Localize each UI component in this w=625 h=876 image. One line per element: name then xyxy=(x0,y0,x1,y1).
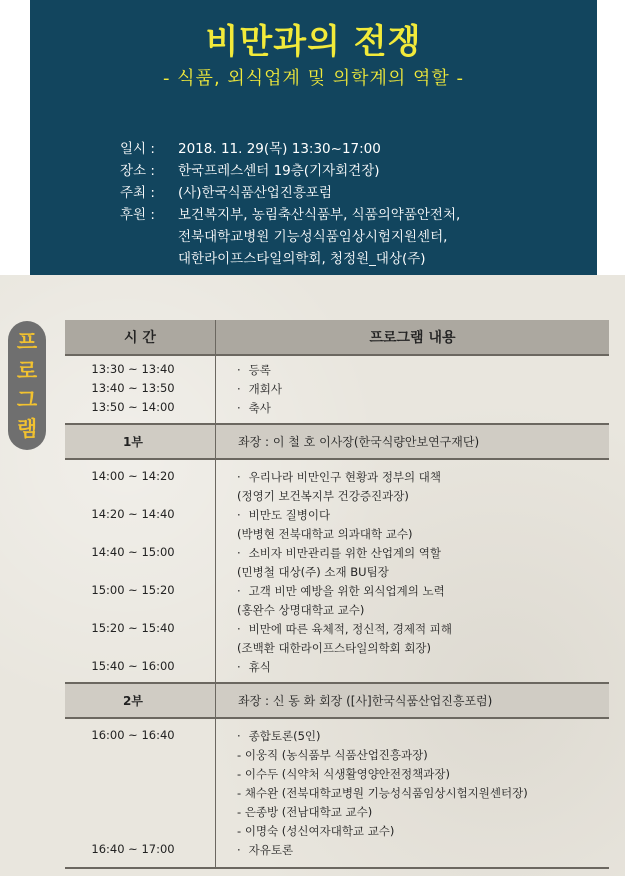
row-time: 16:00 ~ 16:40 xyxy=(91,728,175,742)
table-row xyxy=(65,621,609,640)
side-char: 로 xyxy=(16,358,38,383)
table-row xyxy=(65,659,609,678)
host-label: 주최 : xyxy=(120,185,155,201)
row-time-empty xyxy=(65,640,215,659)
venue-label: 장소 : xyxy=(120,163,155,179)
header-time: 시 간 xyxy=(65,320,216,354)
panelist: - 이명숙 (성신여자대학교 교수) xyxy=(215,823,609,842)
row-time: 14:00 ~ 14:20 xyxy=(91,469,175,483)
table-row xyxy=(65,362,609,381)
header-program: 프로그램 내용 xyxy=(369,330,456,346)
row-item: · 자유토론 xyxy=(215,842,609,861)
row-time: 13:30 ~ 13:40 xyxy=(91,362,175,376)
panelist: - 이웅직 (농식품부 식품산업진흥과장) xyxy=(215,747,609,766)
panel-row xyxy=(65,747,609,766)
event-subtitle: - 식품, 외식업계 및 의학계의 역할 - xyxy=(162,68,465,89)
row-time: 15:00 ~ 15:20 xyxy=(91,583,175,597)
program-table xyxy=(65,320,609,869)
host-row xyxy=(120,182,460,204)
row-time: 15:20 ~ 15:40 xyxy=(91,621,175,635)
sponsor-label: 후원 : xyxy=(120,207,155,223)
column-divider xyxy=(215,460,216,682)
column-divider xyxy=(215,719,216,867)
panel-row xyxy=(65,785,609,804)
row-time-empty xyxy=(65,602,215,621)
table-row xyxy=(65,526,609,545)
row-speaker: (홍완수 상명대학교 교수) xyxy=(237,603,365,617)
row-time: 14:40 ~ 15:00 xyxy=(91,545,175,559)
row-time-empty xyxy=(65,804,215,823)
panelist: - 은종방 (전남대학교 교수) xyxy=(215,804,609,823)
row-time: 13:50 ~ 14:00 xyxy=(91,400,175,414)
table-row xyxy=(65,583,609,602)
date-value: 2018. 11. 29(목) 13:30~17:00 xyxy=(178,141,381,157)
row-speaker: (정영기 보건복지부 건강증진과장) xyxy=(237,489,409,503)
table-row xyxy=(65,507,609,526)
program-side-label xyxy=(8,321,46,450)
event-title: 비만과의 전쟁 xyxy=(205,22,422,62)
row-item: · 개회사 xyxy=(215,381,609,400)
side-char: 그 xyxy=(16,387,38,412)
panelist: - 이수두 (식약처 식생활영양안전정책과장) xyxy=(215,766,609,785)
row-time-empty xyxy=(65,766,215,785)
part1-label: 1부 xyxy=(123,435,143,449)
row-item: · 비만에 따른 육체적, 정신적, 경제적 피해 xyxy=(215,621,609,640)
table-row xyxy=(65,488,609,507)
host-value: (사)한국식품산업진흥포럼 xyxy=(178,185,332,201)
row-item: · 우리나라 비만인구 현황과 정부의 대책 xyxy=(215,469,609,488)
row-item: · 휴식 xyxy=(215,659,609,678)
table-row xyxy=(65,640,609,659)
table-row xyxy=(65,564,609,583)
row-time-empty xyxy=(65,488,215,507)
row-time-empty xyxy=(65,526,215,545)
side-char: 램 xyxy=(16,416,38,441)
row-time-empty xyxy=(65,747,215,766)
sponsor-row xyxy=(120,204,460,226)
table-row xyxy=(65,400,609,419)
sponsor-value-1: 보건복지부, 농림축산식품부, 식품의약품안전처, xyxy=(178,207,461,223)
side-char: 프 xyxy=(16,329,38,354)
row-time: 15:40 ~ 16:00 xyxy=(91,659,175,673)
part2-bar xyxy=(65,682,609,719)
date-row xyxy=(120,138,460,160)
sponsor-value-2: 전북대학교병원 기능성식품임상시험지원센터, xyxy=(178,229,448,245)
sponsor-value-3: 대한라이프스타일의학회, 청정원_대상(주) xyxy=(178,251,426,267)
part2-label: 2부 xyxy=(123,694,143,708)
table-row xyxy=(65,602,609,621)
event-info xyxy=(120,138,460,270)
table-row xyxy=(65,728,609,747)
row-item: · 종합토론(5인) xyxy=(215,728,609,747)
block-opening xyxy=(65,356,609,423)
row-time-empty xyxy=(65,823,215,842)
table-header xyxy=(65,320,609,356)
row-speaker: (민병철 대상(주) 소재 BU팀장 xyxy=(237,565,389,579)
table-bottom-border xyxy=(65,867,609,869)
row-time-empty xyxy=(65,785,215,804)
table-row xyxy=(65,381,609,400)
venue-row xyxy=(120,160,460,182)
event-banner xyxy=(30,0,597,275)
part1-bar xyxy=(65,423,609,460)
table-row xyxy=(65,842,609,861)
table-row xyxy=(65,545,609,564)
block-part2 xyxy=(65,719,609,867)
row-speaker: (박병현 전북대학교 의과대학 교수) xyxy=(237,527,413,541)
row-item: · 소비자 비만관리를 위한 산업계의 역할 xyxy=(215,545,609,564)
panel-row xyxy=(65,804,609,823)
panel-row xyxy=(65,823,609,842)
row-item: · 비만도 질병이다 xyxy=(215,507,609,526)
panelist: - 채수완 (전북대학교병원 기능성식품임상시험지원센터장) xyxy=(215,785,609,804)
row-speaker: (조백환 대한라이프스타일의학회 회장) xyxy=(237,641,432,655)
row-time: 16:40 ~ 17:00 xyxy=(91,842,175,856)
block-part1 xyxy=(65,460,609,682)
row-item: · 축사 xyxy=(215,400,609,419)
date-label: 일시 : xyxy=(120,141,155,157)
part1-chair: 좌장 : 이 철 호 이사장(한국식량안보연구재단) xyxy=(215,425,609,458)
row-time: 14:20 ~ 14:40 xyxy=(91,507,175,521)
row-time: 13:40 ~ 13:50 xyxy=(91,381,175,395)
column-divider xyxy=(215,356,216,423)
row-item: · 등록 xyxy=(215,362,609,381)
row-time-empty xyxy=(65,564,215,583)
panel-row xyxy=(65,766,609,785)
table-row xyxy=(65,469,609,488)
row-item: · 고객 비만 예방을 위한 외식업계의 노력 xyxy=(215,583,609,602)
venue-value: 한국프레스센터 19층(기자회견장) xyxy=(178,163,380,179)
part2-chair: 좌장 : 신 동 화 회장 ([사]한국식품산업진흥포럼) xyxy=(215,684,609,717)
